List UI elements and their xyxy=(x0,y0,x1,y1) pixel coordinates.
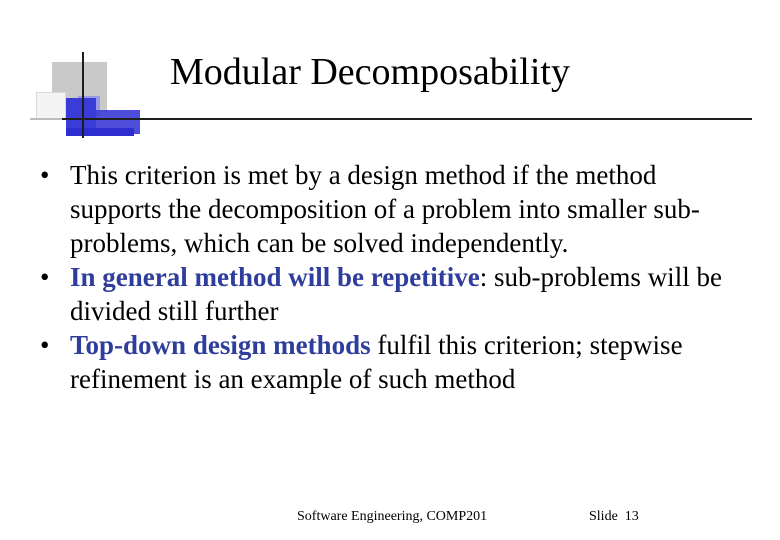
title-underline xyxy=(62,118,752,120)
footer-slide-number xyxy=(589,508,639,526)
bullet-dot: • xyxy=(40,262,50,292)
footer-slide-label: Slide xyxy=(589,509,618,524)
bullet-item xyxy=(40,260,740,328)
footer-slide-num: 13 xyxy=(624,509,639,524)
bullet-text: : sub-problems will be divided still further xyxy=(70,262,722,326)
slide-title: Modular Decomposability xyxy=(170,51,570,93)
bullet-highlight-text: Top-down design methods xyxy=(70,330,371,360)
bullet-dot: • xyxy=(40,160,50,190)
bullet-item xyxy=(40,328,740,396)
bullet-highlight-text: In general method will be repetitive xyxy=(70,262,480,292)
footer-course: Software Engineering, COMP201 xyxy=(297,509,488,524)
bullet-item xyxy=(40,158,740,260)
decoration-blue-strip xyxy=(66,128,134,136)
decoration-light-line xyxy=(30,118,62,120)
decoration-vertical-line xyxy=(82,52,84,138)
decoration-white-square xyxy=(36,92,66,120)
bullet-text: fulfil this criterion; stepwise refinement is an example of such method xyxy=(70,330,683,394)
bullet-list xyxy=(40,158,740,396)
bullet-text: This criterion is met by a design method if the method supports the decomposition of a problem into smaller sub-problems, which can be solved independently. xyxy=(70,160,700,258)
bullet-dot: • xyxy=(40,330,50,360)
